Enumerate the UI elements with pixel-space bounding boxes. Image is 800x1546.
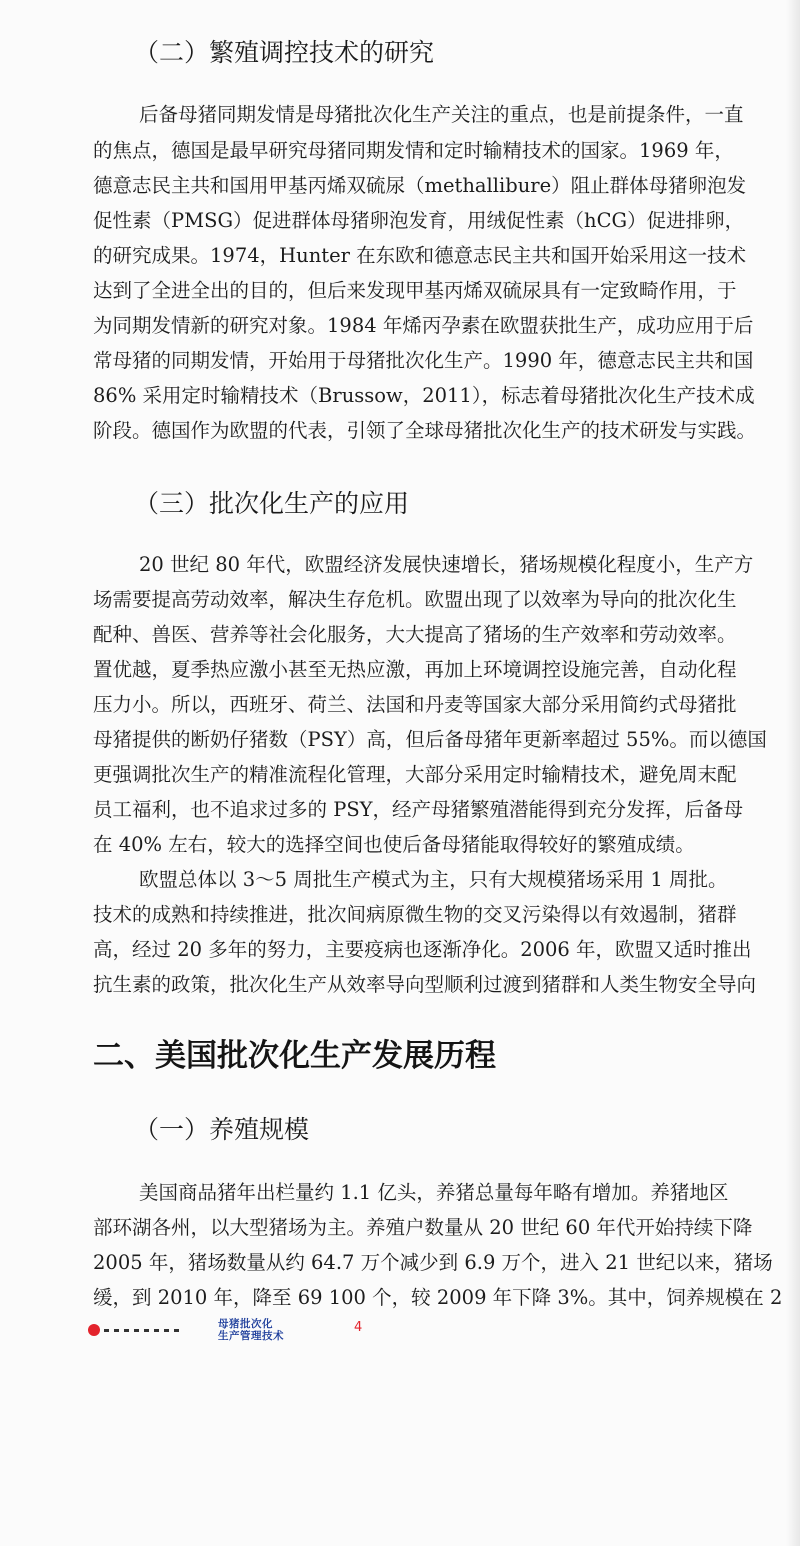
red-dot-icon [88, 1324, 100, 1336]
text-line: 场需要提高劳动效率，解决生存危机。欧盟出现了以效率为导向的批次化生 [93, 588, 737, 611]
text-line: 达到了全进全出的目的，但后来发现甲基丙烯双硫尿具有一定致畸作用，于 [93, 279, 737, 302]
text-line: 86% 采用定时输精技术（Brussow，2011），标志着母猪批次化生产技术成 [93, 384, 755, 407]
text-line: 常母猪的同期发情，开始用于母猪批次化生产。1990 年，德意志民主共和国 [93, 349, 754, 372]
text-line: 配种、兽医、营养等社会化服务，大大提高了猪场的生产效率和劳动效率。 [93, 623, 737, 646]
text-line: 高，经过 20 多年的努力，主要疫病也逐渐净化。2006 年，欧盟又适时推出 [93, 938, 752, 961]
text-line: 部环湖各州，以大型猪场为主。养殖户数量从 20 世纪 60 年代开始持续下降 [93, 1216, 753, 1239]
text-line: 德意志民主共和国用甲基丙烯双硫尿（methallibure）阻止群体母猪卵泡发 [93, 174, 747, 197]
text-line: 缓，到 2010 年，降至 69 100 个，较 2009 年下降 3%。其中，饲养规模在 2 [93, 1286, 783, 1309]
text-line: 压力小。所以，西班牙、荷兰、法国和丹麦等国家大部分采用简约式母猪批 [93, 693, 737, 716]
section-heading-batch-application: （三）批次化生产的应用 [134, 489, 410, 518]
text-line: 美国商品猪年出栏量约 1.1 亿头，养猪总量每年略有增加。养猪地区 [139, 1181, 729, 1204]
text-line: 母猪提供的断奶仔猪数（PSY）高，但后备母猪年更新率超过 55%。而以德国 [93, 728, 767, 751]
text-line: 的焦点，德国是最早研究母猪同期发情和定时输精技术的国家。1969 年， [93, 139, 734, 162]
series-title-line: 母猪批次化 [218, 1318, 273, 1330]
text-line: 技术的成熟和持续推进，批次间病原微生物的交叉污染得以有效遏制，猪群 [93, 903, 737, 926]
section-heading-breeding-control: （二）繁殖调控技术的研究 [134, 38, 435, 67]
text-line: 为同期发情新的研究对象。1984 年烯丙孕素在欧盟获批生产，成功应用于后 [93, 314, 754, 337]
text-line: 的研究成果。1974，Hunter 在东欧和德意志民主共和国开始采用这一技术 [93, 244, 747, 267]
page-footer [88, 1318, 388, 1358]
section-heading-farming-scale: （一）养殖规模 [134, 1115, 310, 1144]
dashed-rule [104, 1329, 180, 1332]
text-line: 20 世纪 80 年代，欧盟经济发展快速增长，猪场规模化程度小，生产方 [139, 553, 754, 576]
text-line: 抗生素的政策，批次化生产从效率导向型顺利过渡到猪群和人类生物安全导向 [93, 973, 757, 996]
text-line: 欧盟总体以 3～5 周批生产模式为主，只有大规模猪场采用 1 周批。 [139, 868, 728, 891]
text-line: 促性素（PMSG）促进群体母猪卵泡发育，用绒促性素（hCG）促进排卵， [93, 209, 745, 232]
text-line: 阶段。德国作为欧盟的代表，引领了全球母猪批次化生产的技术研发与实践。 [93, 419, 757, 442]
series-title-line: 生产管理技术 [218, 1330, 284, 1342]
page-edge-shadow [786, 0, 800, 1546]
text-line: 置优越，夏季热应激小甚至无热应激，再加上环境调控设施完善，自动化程 [93, 658, 737, 681]
text-line: 在 40% 左右，较大的选择空间也使后备母猪能取得较好的繁殖成绩。 [93, 833, 695, 856]
text-line: 更强调批次生产的精准流程化管理，大部分采用定时输精技术，避免周末配 [93, 763, 737, 786]
book-series-title [218, 1318, 308, 1342]
page-number: 4 [354, 1320, 363, 1335]
text-line: 后备母猪同期发情是母猪批次化生产关注的重点，也是前提条件，一直 [139, 103, 744, 126]
text-line: 2005 年，猪场数量从约 64.7 万个减少到 6.9 万个，进入 21 世纪以来，猪场 [93, 1251, 773, 1274]
text-line: 员工福利，也不追求过多的 PSY，经产母猪繁殖潜能得到充分发挥，后备母 [93, 798, 744, 821]
chapter-heading-us-batch-history: 二、美国批次化生产发展历程 [93, 1038, 496, 1074]
